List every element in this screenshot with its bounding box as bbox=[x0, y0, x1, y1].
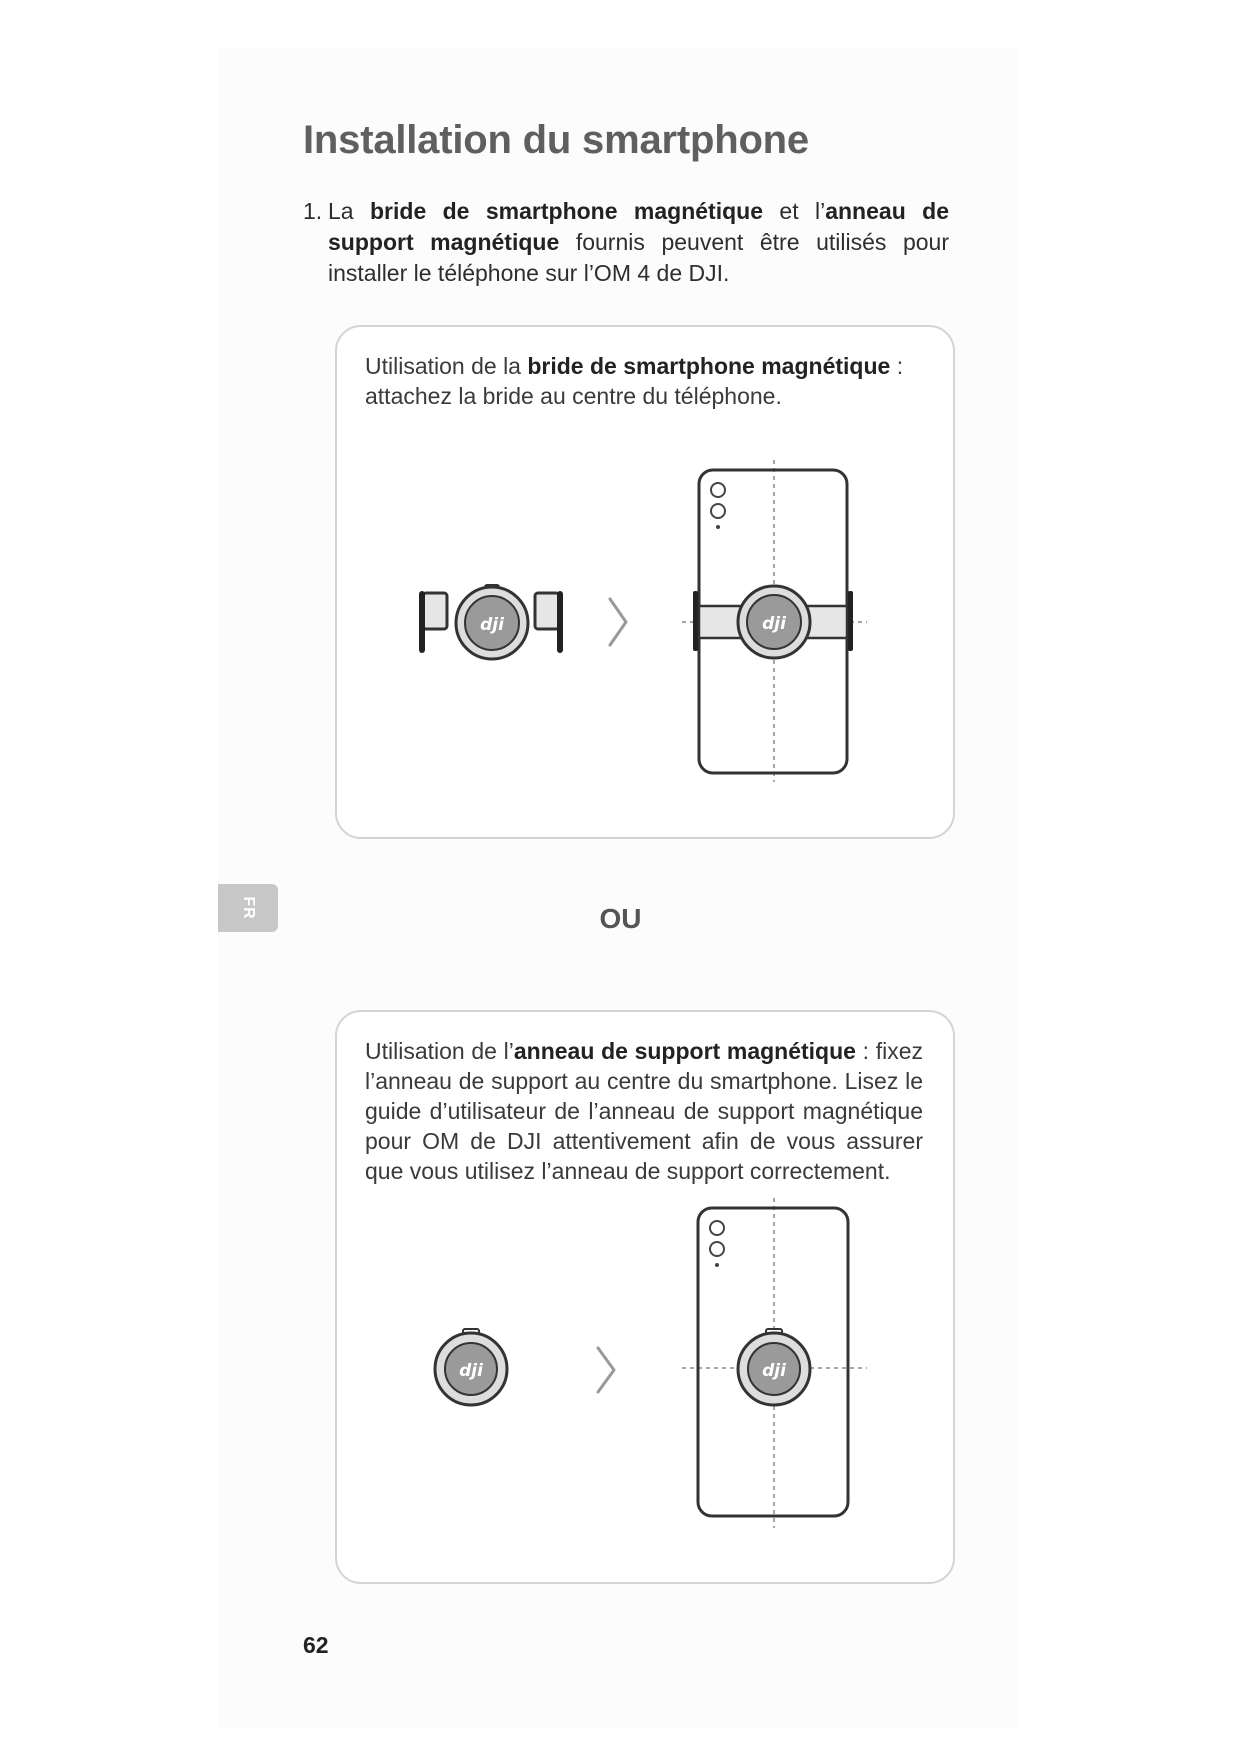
term-magnetic-clamp: bride de smartphone magnétique bbox=[527, 353, 891, 379]
clamp-instruction-text: Utilisation de la bride de smartphone magnétique : attachez la bride au centre du téléphone. bbox=[365, 353, 904, 409]
ring-instruction-text: Utilisation de l’anneau de support magnétique : fixez l’anneau de support au centre du smartphone. Lisez le guide d’utilisateur de l’anneau de support magnétique pour OM de DJI attentivement afin de vous assurer que vous utilisez l’anneau de support correctement. bbox=[365, 1038, 923, 1184]
clamp-instruction-panel bbox=[335, 325, 955, 839]
language-tab: FR bbox=[218, 884, 278, 932]
page-title: Installation du smartphone bbox=[303, 118, 809, 162]
page-number: 62 bbox=[303, 1632, 329, 1658]
ring-instruction-panel bbox=[335, 1010, 955, 1584]
term-magnetic-ring: anneau de support magnétique bbox=[513, 1038, 856, 1064]
step-number: 1. bbox=[303, 198, 323, 224]
dji-logo: dji bbox=[459, 1361, 483, 1381]
phone-with-ring-icon bbox=[682, 1198, 867, 1528]
magnetic-clamp-icon bbox=[419, 585, 563, 659]
term-magnetic-ring: anneau de support magnétique bbox=[328, 198, 949, 255]
or-separator: OU bbox=[599, 903, 642, 934]
next-arrow-icon bbox=[598, 1348, 614, 1392]
ring-illustration bbox=[337, 1012, 953, 1582]
step-1 bbox=[303, 196, 949, 289]
clamp-illustration bbox=[337, 327, 953, 837]
dji-logo: dji bbox=[480, 615, 504, 635]
magnetic-ring-icon bbox=[435, 1329, 507, 1405]
phone-with-clamp-icon bbox=[682, 460, 867, 782]
dji-logo: dji bbox=[762, 614, 786, 634]
step-1-text: La bride de smartphone magnétique et l’anneau de support magnétique fournis peuvent être utilisés pour installer le téléphone sur l’OM 4 de DJI. bbox=[328, 198, 949, 286]
dji-logo: dji bbox=[762, 1361, 786, 1381]
next-arrow-icon bbox=[610, 599, 626, 645]
term-magnetic-clamp: bride de smartphone magnétique bbox=[370, 198, 763, 224]
